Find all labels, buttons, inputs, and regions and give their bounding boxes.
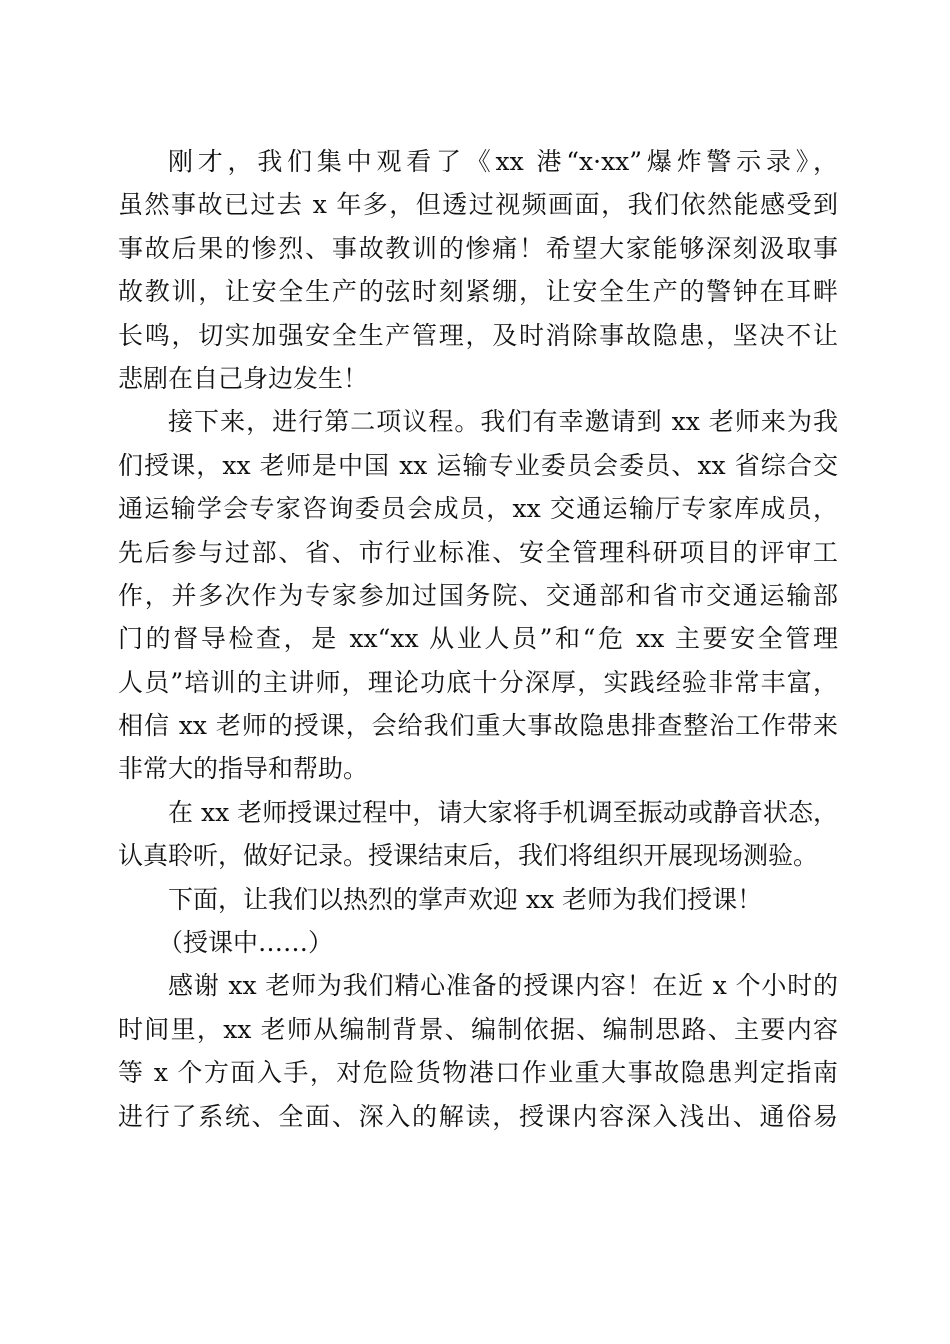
text-line: 接下来，进行第二项议程。我们有幸邀请到 xx 老师来为我 bbox=[168, 407, 838, 437]
text-line: 门的督导检查，是 xx“xx 从业人员”和“危 xx 主要安全管理 bbox=[118, 624, 838, 654]
text-line: 进行了系统、全面、深入的解读，授课内容深入浅出、通俗易 bbox=[118, 1101, 838, 1131]
text-line: 感谢 xx 老师为我们精心准备的授课内容！在近 x 个小时的 bbox=[168, 971, 838, 1001]
paragraph-audience-reminder bbox=[118, 791, 838, 878]
document-page bbox=[118, 140, 838, 1138]
text-line: 长鸣，切实加强安全生产管理，及时消除事故隐患，坚决不让 bbox=[118, 320, 838, 350]
paragraph-thanks bbox=[118, 964, 838, 1138]
text-line: 悲剧在自己身边发生！ bbox=[118, 363, 369, 393]
text-line: 作，并多次作为专家参加过国务院、交通部和省市交通运输部 bbox=[118, 580, 838, 610]
text-line: 等 x 个方面入手，对危险货物港口作业重大事故隐患判定指南 bbox=[118, 1058, 838, 1088]
text-line: 虽然事故已过去 x 年多，但透过视频画面，我们依然能感受到 bbox=[118, 190, 838, 220]
paragraph-video-reflection bbox=[118, 140, 838, 400]
text-line: 认真聆听，做好记录。授课结束后，我们将组织开展现场测验。 bbox=[118, 841, 819, 871]
text-line: 先后参与过部、省、市行业标准、安全管理科研项目的评审工 bbox=[118, 537, 838, 567]
text-line: 相信 xx 老师的授课，会给我们重大事故隐患排查整治工作带来 bbox=[118, 711, 838, 741]
paragraph-in-session-note bbox=[118, 921, 838, 964]
text-line: 事故后果的惨烈、事故教训的惨痛！希望大家能够深刻汲取事 bbox=[118, 233, 838, 263]
text-line: 人员”培训的主讲师，理论功底十分深厚，实践经验非常丰富， bbox=[118, 667, 838, 697]
text-line: 故教训，让安全生产的弦时刻紧绷，让安全生产的警钟在耳畔 bbox=[118, 277, 838, 307]
text-line: 在 xx 老师授课过程中，请大家将手机调至振动或静音状态， bbox=[168, 797, 838, 827]
paragraph-welcome bbox=[118, 878, 838, 921]
text-line: 时间里，xx 老师从编制背景、编制依据、编制思路、主要内容 bbox=[118, 1014, 838, 1044]
text-line: 下面，让我们以热烈的掌声欢迎 xx 老师为我们授课！ bbox=[168, 884, 763, 914]
paragraph-speaker-introduction bbox=[118, 400, 838, 791]
text-line: 非常大的指导和帮助。 bbox=[118, 754, 369, 784]
text-line: 通运输学会专家咨询委员会成员，xx 交通运输厅专家库成员， bbox=[118, 494, 838, 524]
text-line: 们授课，xx 老师是中国 xx 运输专业委员会委员、xx 省综合交 bbox=[118, 450, 838, 480]
text-line: （授课中……） bbox=[158, 928, 334, 958]
text-line: 刚才，我们集中观看了《xx 港“x·xx”爆炸警示录》， bbox=[168, 147, 838, 176]
